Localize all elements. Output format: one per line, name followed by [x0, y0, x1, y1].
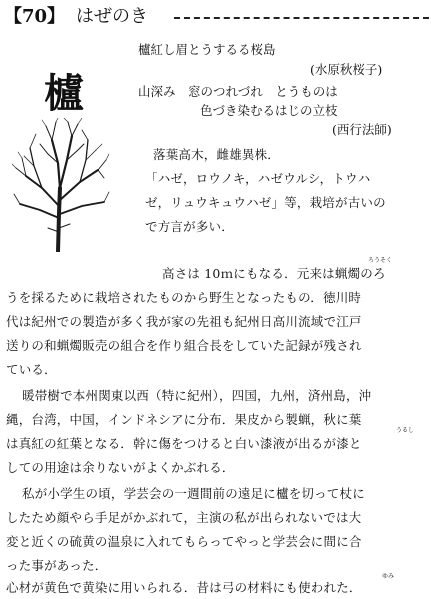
body-line-2: 「ハゼ，ロウノキ，ハゼウルシ，トウハ	[145, 171, 371, 186]
haiku-2-line1: 山深み 窓のつれづれ とうものは	[138, 84, 338, 99]
haiku-2-author: (西行法師)	[332, 122, 392, 137]
entry-title: はぜのき	[76, 6, 148, 27]
entry-header	[4, 6, 429, 28]
ruby-rousoku: ろうそく	[368, 257, 393, 264]
body-line-13: しての用途は余りないがよくかぶれる．	[6, 460, 235, 475]
ruby-urushi: うるし	[396, 427, 415, 434]
title-kanji: 櫨	[44, 70, 84, 117]
body-line-7: 代は紀州での製造が多く我が家の先祖も紀州日高川流域で江戸	[6, 314, 362, 329]
body-line-6: うを採るために栽培されたものから野生となったもの．徳川時	[6, 290, 362, 305]
body-line-10: 暖帯樹で本州関東以西（特に紀州），四国，九州，済州島，沖	[22, 388, 372, 403]
body-line-12: は真紅の紅葉となる．幹に傷をつけると白い漆液が出るが漆と	[6, 436, 362, 451]
body-line-3: ゼ，リュウキュウハゼ」等，栽培が古いの	[145, 195, 386, 210]
body-line-18: 心材が黄色で黄染に用いられる．昔は弓の材料にも使われた．	[6, 580, 362, 595]
body-line-17: った事があった．	[6, 558, 108, 573]
body-line-15: したため顔やら手足がかぶれて，主演の私が出られないでは大	[6, 510, 362, 525]
ruby-yumi: ゆみ	[382, 573, 395, 580]
haiku-2-line2: 色づき染むるはじの立枝	[200, 103, 338, 118]
body-line-1: 落葉高木，雌雄異株．	[153, 147, 281, 162]
body-line-4: で方言が多い．	[145, 219, 234, 234]
body-line-9: ている．	[6, 362, 57, 377]
tree-icon	[12, 118, 110, 252]
body-line-14: 私が小学生の頃，学芸会の一週間前の遠足に櫨を切って杖に	[22, 486, 365, 501]
body-line-16: 変と近くの硫黄の温泉に入れてもらってやっと学芸会に間に合	[6, 534, 362, 549]
body-line-8: 送りの和蝋燭販売の組合を作り組合長をしていた記録が残され	[6, 338, 362, 353]
haiku-1-verse: 櫨紅し眉とうするる桜島	[138, 42, 276, 57]
body-line-11: 縄，台湾，中国，インドネシアに分布．果皮から製蝋，秋に葉	[6, 412, 362, 427]
body-line-5: 高さは 10ｍにもなる．元来は蝋燭のろ	[162, 266, 386, 281]
haiku-1-author: (水原秋桜子)	[310, 62, 383, 77]
entry-number: 【70】	[4, 6, 66, 27]
header-dashed-rule	[174, 17, 429, 19]
